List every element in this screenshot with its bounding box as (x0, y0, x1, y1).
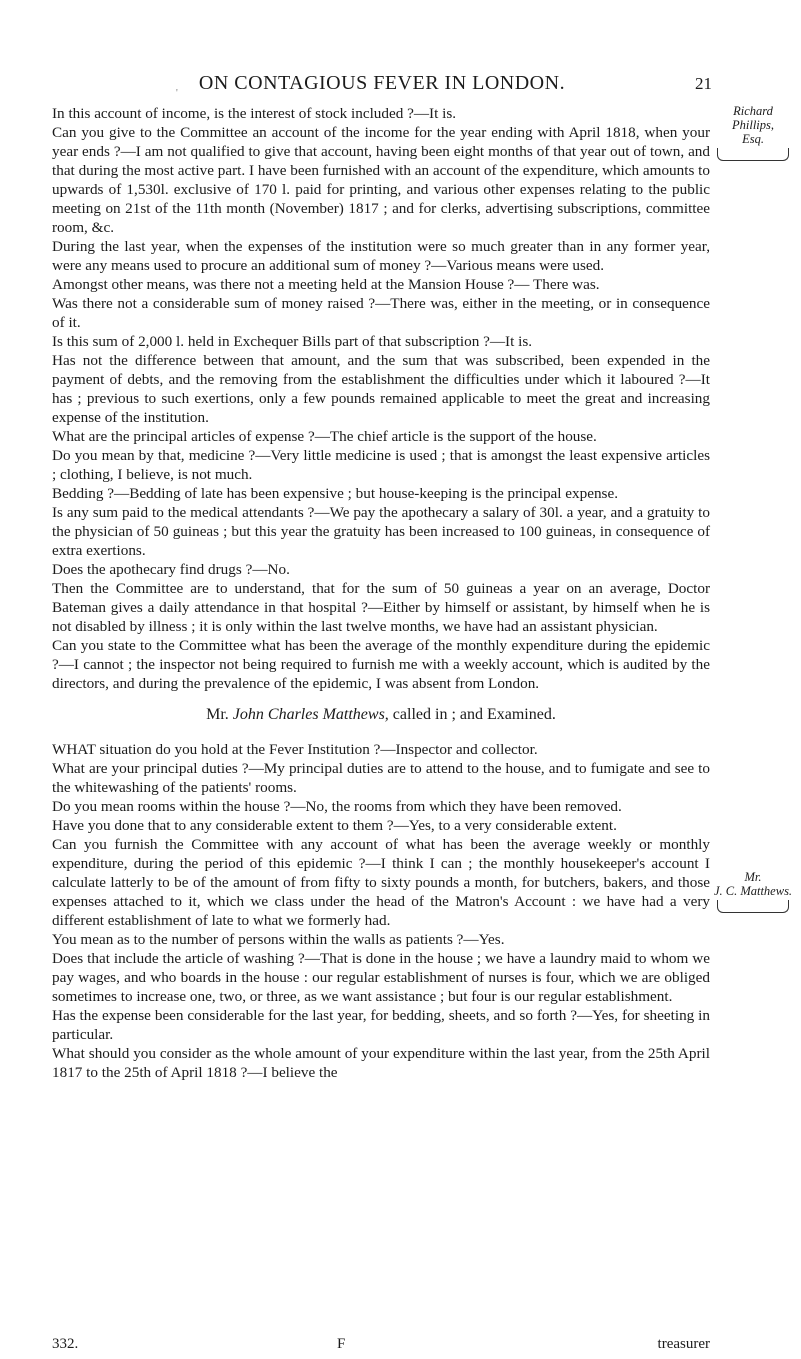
margin-note-name: Richard Phillips, (731, 104, 775, 132)
opening-word: WHAT (52, 741, 96, 758)
page-number: 21 (695, 74, 712, 93)
paragraph: Has not the difference between that amount, and the sum that was subscribed, been expended in the payment of debts, and the removing from the establishment the difficulties under which it laboured ?—It has ; previous to such exertions, only a few pounds remained applicable to meet the great and increasing expense of the institution. (52, 352, 710, 426)
witness-name: John Charles Matthews, (232, 706, 389, 723)
paragraph: Then the Committee are to understand, that for the sum of 50 guineas a year on an average, Doctor Bateman gives a daily attendance in that hospital ?—Either by himself or assistant, by himself when he is not disabled by illness ; it is only within the last twelve months, we have had an assistant physician. (52, 580, 710, 635)
brace-icon (717, 148, 789, 161)
paragraph: What are the principal articles of expense ?—The chief article is the support of the house. (52, 428, 597, 445)
page-footer (52, 1336, 710, 1358)
paragraph: During the last year, when the expenses of the institution were so much greater than in any former year, were any means used to procure an additional sum of money ?—Various means were used. (52, 238, 710, 274)
heading-suffix: called in ; and Examined. (388, 706, 556, 723)
paragraph: What should you consider as the whole amount of your expenditure within the last year, from the 25th April 1817 to the 25th of April 1818 ?—I believe the (52, 1045, 710, 1081)
paragraph: Do you mean by that, medicine ?—Very little medicine is used ; that is amongst the least expensive articles ; clothing, I believe, is not much. (52, 447, 710, 483)
paragraph: Has the expense been considerable for the last year, for bedding, sheets, and so forth ?—Yes, for sheeting in particular. (52, 1007, 710, 1043)
paragraph: What are your principal duties ?—My principal duties are to attend to the house, and to fumigate and see to the whitewashing of the patients' rooms. (52, 760, 710, 796)
paragraph: Can you state to the Committee what has been the average of the monthly expenditure during the epidemic ?—I cannot ; the inspector not being required to furnish me with a weekly account, which is audited by the directors, and during the prevalence of the epidemic, I was absent from London. (52, 637, 710, 692)
testimony-section-matthews (52, 740, 710, 1082)
running-header (52, 72, 712, 96)
paragraph: Was there not a considerable sum of money raised ?—There was, either in the meeting, or in consequence of it. (52, 295, 710, 331)
catchword: treasurer (657, 1336, 710, 1352)
paragraph: Do you mean rooms within the house ?—No, the rooms from which they have been removed. (52, 798, 622, 815)
brace-icon (717, 900, 789, 913)
margin-note-witness-1 (712, 104, 794, 161)
running-title: ON CONTAGIOUS FEVER IN LONDON. (198, 72, 566, 94)
signature-number: 332. (52, 1336, 79, 1352)
paragraph: In this account of income, is the interest of stock included ?—It is. (52, 105, 457, 122)
margin-note-name: Mr. (744, 870, 762, 884)
paragraph: Is this sum of 2,000 l. held in Exchequer Bills part of that subscription ?—It is. (52, 333, 533, 350)
paragraph: Amongst other means, was there not a meeting held at the Mansion House ?— There was. (52, 276, 600, 293)
tick-mark: ' (176, 88, 178, 99)
paragraph: You mean as to the number of persons within the walls as patients ?—Yes. (52, 931, 505, 948)
heading-prefix: Mr. (206, 706, 233, 723)
paragraph: Is any sum paid to the medical attendants ?—We pay the apothecary a salary of 30l. a year, and a gratuity to the physician of 50 guineas ; but this year the gratuity has been increased to 100 guineas, in consequence of extra exertions. (52, 504, 710, 559)
witness-heading (52, 705, 710, 724)
signature-mark: F (337, 1336, 346, 1352)
margin-note-title: Esq. (742, 132, 764, 146)
opening-text: situation do you hold at the Fever Institution ?—Inspector and collector. (95, 741, 538, 758)
paragraph: Can you give to the Committee an account of the income for the year ending with April 1818, when your year ends ?—I am not qualified to give that account, having been eight months of that year out of town, and that during the most active part. I have been furnished with an account of the expenditure, which amounts to upwards of 1,530l. exclusive of 170 l. paid for printing, and various other expenses relating to the public meeting on 21st of the 11th month (November) 1817 ; and for clerks, advertising subscriptions, committee room, &c. (52, 124, 710, 236)
paragraph: Does the apothecary find drugs ?—No. (52, 561, 290, 578)
margin-note-title: J. C. Matthews. (713, 884, 793, 898)
paragraph: Does that include the article of washing ?—That is done in the house ; we have a laundry maid to whom we pay wages, and who boards in the house : our regular establishment of nurses is four, which we are obliged sometimes to increase one, two, or three, as we want assistance ; but four is our regular establishment. (52, 950, 710, 1005)
paragraph (52, 740, 710, 759)
paragraph: Have you done that to any considerable extent to them ?—Yes, to a very considerable extent. (52, 817, 617, 834)
paragraph: Can you furnish the Committee with any account of what has been the average weekly or monthly expenditure, during the period of this epidemic ?—I think I can ; the monthly housekeeper's account I calculate latterly to be of the amount of from fifty to sixty pounds a month, for butchers, bakers, and those expenses attached to it, which we class under the head of the Matron's Account : we have had a very different establishment of late to what we formerly had. (52, 836, 710, 929)
page-body (52, 104, 710, 1082)
paragraph: Bedding ?—Bedding of late has been expensive ; but house-keeping is the principal expense. (52, 485, 619, 502)
testimony-section-phillips (52, 104, 710, 693)
margin-note-witness-2 (712, 870, 794, 913)
